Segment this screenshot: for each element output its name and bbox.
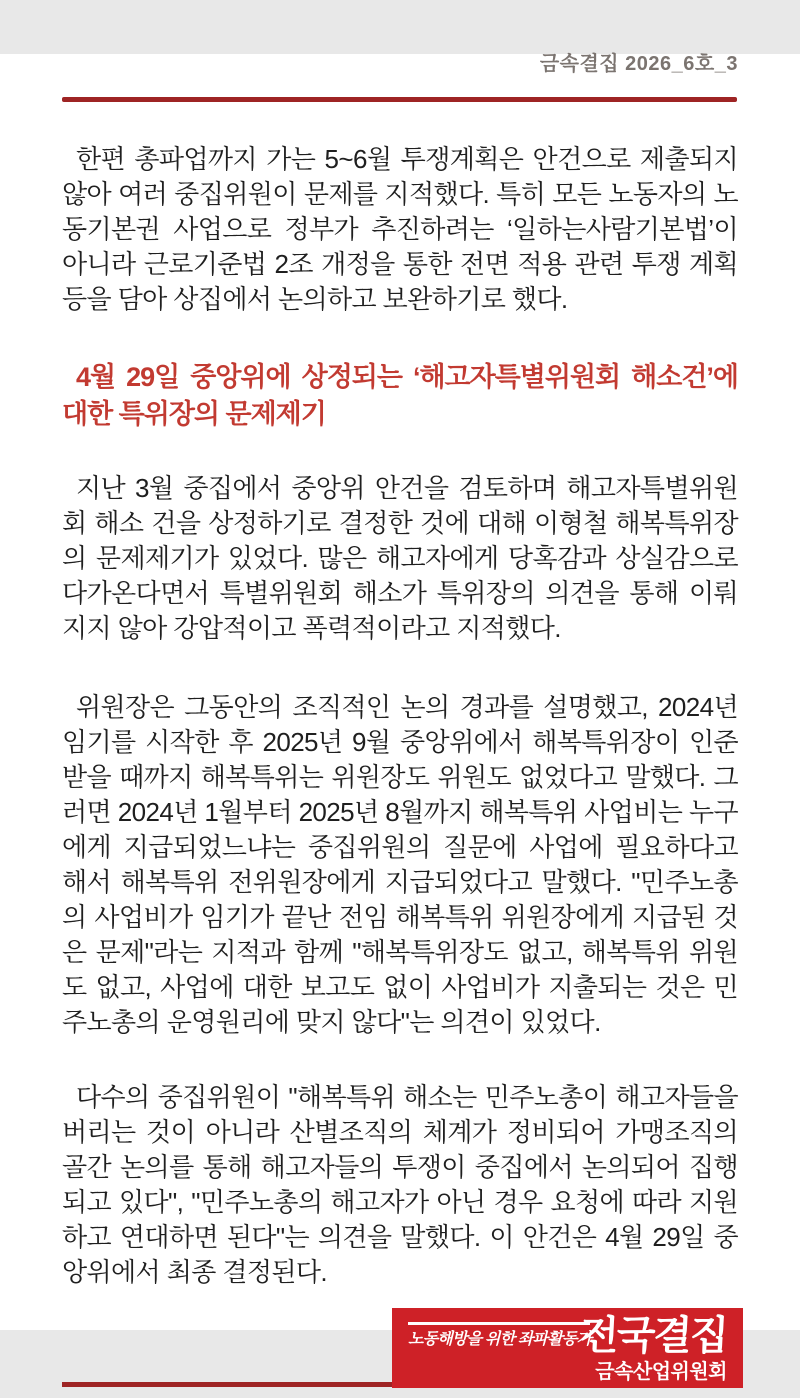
banner-tagline: 노동해방을 위한 좌파활동가 xyxy=(408,1331,592,1348)
tagline-overline xyxy=(408,1322,590,1325)
logo-banner xyxy=(392,1308,743,1388)
paragraph-objection: 지난 3월 중집에서 중앙위 안건을 검토하며 해고자특별위원회 해소 건을 상정하기로 결정한 것에 대해 이형철 해복특위장의 문제제기가 있었다. 많은 해고자에게 당혹감과 상실감으로 다가온다면서 특별위원회 해소가 특위장의 의견을 통해 이뤄지지 않아 강압적이고 폭력적이라고 지적했다. xyxy=(62,473,738,643)
section-heading: 4월 29일 중앙위에 상정되는 ‘해고자특별위원회 해소건’에 대한 특위장의 문제제기 xyxy=(62,362,738,429)
paragraph-committee-opinions: 다수의 중집위원이 "해복특위 해소는 민주노총이 해고자들을 버리는 것이 아니라 산별조직의 체계가 정비되어 가맹조직의 골간 논의를 통해 해고자들의 투쟁이 중집에서 논의되어 집행되고 있다", "민주노총의 해고자가 아닌 경우 요청에 따라 지원하고 연대하면 된다"는 의견을 말했다. 이 안건은 4월 29일 중앙위에서 최종 결정된다. xyxy=(62,1082,738,1287)
top-rule-divider xyxy=(62,97,737,102)
paragraph-struggle-plan: 한편 총파업까지 가는 5~6월 투쟁계획은 안건으로 제출되지 않아 여러 중집위원이 문제를 지적했다. 특히 모든 노동자의 노동기본권 사업으로 정부가 추진하려는 ‘일하는사람기본법’이 아니라 근로기준법 2조 개정을 통한 전면 적용 관련 투쟁 계획 등을 담아 상집에서 논의하고 보완하기로 했다. xyxy=(62,144,738,314)
issue-label: 금속결집 2026_6호_3 xyxy=(539,53,738,75)
footer-rule-divider xyxy=(62,1382,393,1387)
newsletter-page xyxy=(0,53,800,1383)
banner-logo-subtitle: 금속산업위원회 xyxy=(595,1361,727,1383)
page-footer xyxy=(62,1308,738,1398)
page-content xyxy=(62,54,738,1398)
paragraph-chair-explanation: 위원장은 그동안의 조직적인 논의 경과를 설명했고, 2024년 임기를 시작한 후 2025년 9월 중앙위에서 해복특위장이 인준받을 때까지 해복특위는 위원장도 위원도 없었다고 말했다. 그러면 2024년 1월부터 2025년 8월까지 해복특위 사업비는 누구에게 지급되었느냐는 중집위원의 질문에 사업에 필요하다고 해서 해복특위 전위원장에게 지급되었다고 말했다. "민주노총의 사업비가 임기가 끝난 전임 해복특위 위원장에게 지급된 것은 문제"라는 지적과 함께 "해복특위장도 없고, 해복특위 위원도 없고, 사업에 대한 보고도 없이 사업비가 지출되는 것은 민주노총의 운영원리에 맞지 않다"는 의견이 있었다. xyxy=(62,692,738,1037)
banner-logo-title: 전국결집 xyxy=(579,1314,729,1358)
